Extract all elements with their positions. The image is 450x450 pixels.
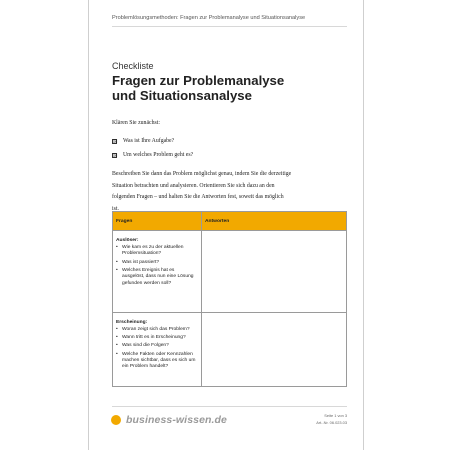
table-row — [113, 313, 347, 387]
paragraph-line: ist. — [112, 205, 119, 212]
title-line-2: und Situationsanalyse — [112, 87, 252, 103]
checklist-item-text: Um welches Problem geht es? — [123, 152, 194, 158]
column-header-questions: Fragen — [113, 212, 202, 231]
page-number: Seite 1 von 3 — [324, 413, 347, 418]
paragraph-line: Situation betrachten und analysieren. Orientieren Sie sich dazu an den — [112, 182, 275, 189]
header-divider — [112, 26, 347, 27]
document-kicker: Checkliste — [112, 61, 154, 71]
instruction-paragraph — [112, 169, 344, 215]
question-cell — [113, 313, 202, 387]
title-line-1: Fragen zur Problemanalyse — [112, 73, 285, 88]
table-header-row — [113, 212, 347, 231]
running-header: Problemlösungsmethoden: Fragen zur Problemanalyse und Situationsanalyse — [112, 15, 306, 21]
brand-logo — [111, 414, 227, 426]
page-info — [316, 412, 347, 426]
brand-name: business-wissen.de — [126, 414, 228, 426]
checklist-item — [112, 152, 193, 158]
question-item: • Welche Fakten oder Kennzahlen machen sichtbar, dass es sich um ein Problem handelt? — [116, 352, 198, 371]
question-item: • Welches Ereignis hat es ausgelöst, dass nun eine Lösung gefunden werden soll? — [116, 268, 198, 287]
document-page — [88, 0, 364, 450]
question-item: • Woran zeigt sich das Problem? — [116, 327, 198, 333]
column-header-answers: Antworten — [202, 212, 347, 231]
answer-cell[interactable] — [202, 313, 347, 387]
article-number: Art.-Nr. 06.023.03 — [316, 420, 347, 425]
paragraph-line: folgenden Fragen – und halten Sie die Antworten fest, soweit das möglich — [112, 194, 284, 200]
question-item: • Was sind die Folgen? — [116, 343, 198, 349]
answer-cell[interactable] — [202, 231, 347, 313]
paragraph-line: Beschreiben Sie dann das Problem möglichst genau, indem Sie die derzeitige — [112, 171, 292, 177]
checkbox-icon: ☒ — [113, 153, 118, 159]
group-title: Erscheinung: — [116, 320, 148, 325]
question-cell — [113, 231, 202, 313]
footer-divider — [112, 406, 347, 407]
intro-text: Klären Sie zunächst: — [112, 120, 160, 126]
checkbox-icon: ☒ — [113, 139, 118, 145]
checklist-item-text: Was ist Ihre Aufgabe? — [123, 138, 175, 144]
table-row — [113, 231, 347, 313]
group-title: Auslöser: — [116, 238, 139, 243]
question-item: • Wie kam es zu der aktuellen Problemsituation? — [116, 245, 198, 258]
question-item: • Wann tritt es in Erscheinung? — [116, 335, 198, 341]
checklist-item — [112, 138, 174, 144]
document-title — [112, 74, 284, 103]
questions-table — [112, 211, 347, 387]
brand-dot-icon — [111, 415, 121, 425]
question-item: • Was ist passiert? — [116, 260, 198, 266]
